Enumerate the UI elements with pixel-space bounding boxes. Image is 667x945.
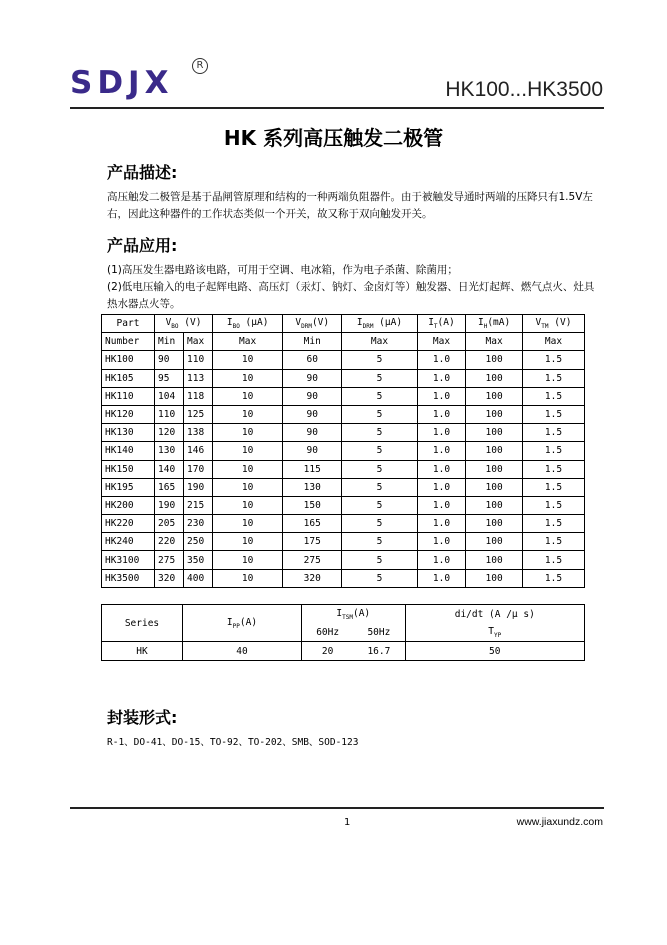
- table-cell: 1.0: [417, 442, 465, 460]
- application-heading: 产品应用:: [107, 236, 178, 255]
- table-cell: 10: [213, 369, 283, 387]
- table-row: [102, 569, 585, 587]
- table-cell: 100: [466, 551, 523, 569]
- table-cell: 5: [342, 369, 418, 387]
- table-cell: 110: [155, 405, 184, 423]
- table-cell: HK3100: [102, 551, 155, 569]
- table-cell: 1.5: [522, 460, 584, 478]
- table-row: [102, 551, 585, 569]
- page-title: HK 系列高压触发二极管: [223, 126, 444, 150]
- header-vdrm: $V_{DRM}(V)$: [283, 315, 342, 333]
- table-cell: 250: [184, 533, 213, 551]
- table-cell: 10: [213, 496, 283, 514]
- table-cell: 90: [283, 424, 342, 442]
- table-cell: 1.0: [417, 351, 465, 369]
- table-cell: 120: [155, 424, 184, 442]
- table-cell: 100: [466, 351, 523, 369]
- table-cell: 400: [184, 569, 213, 587]
- table-cell: 170: [184, 460, 213, 478]
- table-cell: 125: [184, 405, 213, 423]
- table-cell: 95: [155, 369, 184, 387]
- registered-mark-icon: R: [192, 58, 208, 74]
- header-ih: $I_H(mA)$: [466, 315, 523, 333]
- hz50-label: 50Hz: [353, 623, 405, 642]
- table-row: [102, 351, 585, 369]
- table-cell: 115: [283, 460, 342, 478]
- table-cell: 1.5: [522, 405, 584, 423]
- table-cell: 10: [213, 460, 283, 478]
- table-cell: 10: [213, 478, 283, 496]
- table-cell: 90: [283, 405, 342, 423]
- package-heading: 封装形式:: [107, 708, 178, 727]
- table-cell: 1.0: [417, 551, 465, 569]
- table-cell: 5: [342, 424, 418, 442]
- table-cell: 5: [342, 551, 418, 569]
- table-cell: 90: [155, 351, 184, 369]
- table-cell: HK240: [102, 533, 155, 551]
- table-row: [102, 496, 585, 514]
- table-cell: 230: [184, 515, 213, 533]
- table-cell: 190: [155, 496, 184, 514]
- typ-label: $T_{YP}$: [405, 623, 584, 642]
- spec-table-body: [102, 351, 585, 587]
- table-cell: 1.5: [522, 351, 584, 369]
- company-logo: SDJX: [70, 65, 174, 101]
- header-vbo: $V_{BO}$ (V): [155, 315, 213, 333]
- table-cell: 5: [342, 496, 418, 514]
- page-number: 1: [344, 817, 351, 828]
- table-cell: 130: [155, 442, 184, 460]
- series-label: Series: [102, 605, 183, 642]
- package-list: R-1、DO-41、DO-15、TO-92、TO-202、SMB、SOD-123: [107, 737, 359, 748]
- table-cell: 100: [466, 515, 523, 533]
- spec-table: [101, 314, 585, 588]
- table-cell: 1.5: [522, 369, 584, 387]
- table-cell: 1.5: [522, 551, 584, 569]
- table-cell: 1.5: [522, 424, 584, 442]
- ipp-header: $I_{PP}(A)$: [183, 605, 302, 642]
- table-cell: 113: [184, 369, 213, 387]
- table-row: [102, 405, 585, 423]
- table-cell: 1.0: [417, 478, 465, 496]
- table-cell: 100: [466, 533, 523, 551]
- table-cell: 5: [342, 442, 418, 460]
- table-cell: 350: [184, 551, 213, 569]
- table-cell: 165: [155, 478, 184, 496]
- table-cell: 10: [213, 387, 283, 405]
- table-cell: 90: [283, 387, 342, 405]
- table-cell: 5: [342, 460, 418, 478]
- table-cell: 1.0: [417, 424, 465, 442]
- application-line-1: (1)高压发生器电路该电路，可用于空调、电冰箱，作为电子杀菌、除菌用；: [107, 264, 458, 276]
- table-cell: 10: [213, 551, 283, 569]
- header-it: $I_T(A)$: [417, 315, 465, 333]
- table-cell: HK3500: [102, 569, 155, 587]
- table-cell: HK150: [102, 460, 155, 478]
- table-cell: 215: [184, 496, 213, 514]
- table-cell: 104: [155, 387, 184, 405]
- table-cell: 5: [342, 515, 418, 533]
- table-cell: 100: [466, 442, 523, 460]
- table-cell: 190: [184, 478, 213, 496]
- table-cell: 5: [342, 533, 418, 551]
- table-cell: 100: [466, 496, 523, 514]
- table-cell: 175: [283, 533, 342, 551]
- table-cell: 1.5: [522, 496, 584, 514]
- table-cell: 100: [466, 478, 523, 496]
- table-cell: HK130: [102, 424, 155, 442]
- description-heading: 产品描述:: [107, 163, 178, 182]
- table-cell: 100: [466, 424, 523, 442]
- table-row: [102, 478, 585, 496]
- table-cell: 5: [342, 387, 418, 405]
- table-cell: HK220: [102, 515, 155, 533]
- table-cell: 1.0: [417, 369, 465, 387]
- table-cell: HK200: [102, 496, 155, 514]
- table-cell: HK195: [102, 478, 155, 496]
- table-cell: 10: [213, 569, 283, 587]
- table-cell: 130: [283, 478, 342, 496]
- table-cell: 220: [155, 533, 184, 551]
- table-cell: 5: [342, 351, 418, 369]
- website-link[interactable]: www.jiaxundz.com: [516, 816, 603, 828]
- table-cell: 320: [155, 569, 184, 587]
- table-cell: 10: [213, 351, 283, 369]
- table-cell: 320: [283, 569, 342, 587]
- table-cell: 140: [155, 460, 184, 478]
- application-line-2: (2)低电压输入的电子起辉电路、高压灯（汞灯、钠灯、金卤灯等）触发器、日光灯起辉、燃气点火、灶具热水器点火等。: [107, 281, 595, 310]
- table-row: [102, 533, 585, 551]
- part-range: HK100...HK3500: [445, 78, 603, 101]
- header-ibo: $I_{BO}$ (μA): [213, 315, 283, 333]
- table-cell: 1.0: [417, 405, 465, 423]
- footer-divider: [70, 807, 604, 809]
- table-cell: 10: [213, 405, 283, 423]
- table-cell: 5: [342, 478, 418, 496]
- description-text: 高压触发二极管是基于晶闸管原理和结构的一种两端负阻器件。由于被触发导通时两端的压降只有1.5V左右，因此这种器件的工作状态类似一个开关，故又称于双向触发开关。: [107, 191, 593, 220]
- table-cell: 275: [155, 551, 184, 569]
- table-row: [102, 515, 585, 533]
- table-cell: 90: [283, 369, 342, 387]
- hz60-label: 60Hz: [302, 623, 354, 642]
- table-cell: 1.0: [417, 460, 465, 478]
- header-idrm: $I_{DRM}$ (μA): [342, 315, 418, 333]
- table-row: [102, 387, 585, 405]
- header-part: Part: [102, 315, 155, 333]
- table-cell: 150: [283, 496, 342, 514]
- table-cell: HK110: [102, 387, 155, 405]
- table-cell: HK105: [102, 369, 155, 387]
- table-cell: 90: [283, 442, 342, 460]
- table-cell: 1.0: [417, 387, 465, 405]
- table-cell: 100: [466, 387, 523, 405]
- table-cell: 165: [283, 515, 342, 533]
- table-cell: 60: [283, 351, 342, 369]
- table-row: [102, 369, 585, 387]
- table-cell: HK100: [102, 351, 155, 369]
- table-cell: 100: [466, 369, 523, 387]
- table-row: [102, 424, 585, 442]
- table-cell: 1.5: [522, 569, 584, 587]
- table-cell: 1.0: [417, 569, 465, 587]
- table-row: [102, 460, 585, 478]
- table-cell: 10: [213, 533, 283, 551]
- table-cell: 100: [466, 460, 523, 478]
- table-cell: 5: [342, 405, 418, 423]
- table-cell: 5: [342, 569, 418, 587]
- table-cell: 138: [184, 424, 213, 442]
- table-cell: 1.0: [417, 533, 465, 551]
- table-cell: 1.5: [522, 387, 584, 405]
- table-cell: 10: [213, 424, 283, 442]
- table-row: [102, 442, 585, 460]
- table-cell: 1.0: [417, 496, 465, 514]
- header-divider: [70, 107, 604, 109]
- series-data-row: HK 40 20 16.7 50: [102, 642, 585, 661]
- header-vtm: $V_{TM}$ (V): [522, 315, 584, 333]
- table-cell: 275: [283, 551, 342, 569]
- table-cell: 10: [213, 515, 283, 533]
- table-subheader-row: Number Min Max Max Min Max Max Max Max: [102, 333, 585, 351]
- table-cell: 10: [213, 442, 283, 460]
- table-cell: 110: [184, 351, 213, 369]
- table-cell: 100: [466, 405, 523, 423]
- table-cell: 1.5: [522, 533, 584, 551]
- series-table: [101, 604, 585, 661]
- table-cell: 118: [184, 387, 213, 405]
- table-cell: 1.5: [522, 442, 584, 460]
- table-cell: 146: [184, 442, 213, 460]
- table-cell: 1.5: [522, 515, 584, 533]
- table-cell: 1.5: [522, 478, 584, 496]
- itsm-header: $I_{TSM}(A)$: [302, 605, 406, 624]
- table-cell: HK120: [102, 405, 155, 423]
- table-cell: 205: [155, 515, 184, 533]
- didt-header: di/dt (A /μ s): [405, 605, 584, 624]
- table-cell: 1.0: [417, 515, 465, 533]
- table-header-row: [102, 315, 585, 333]
- table-cell: 100: [466, 569, 523, 587]
- table-cell: HK140: [102, 442, 155, 460]
